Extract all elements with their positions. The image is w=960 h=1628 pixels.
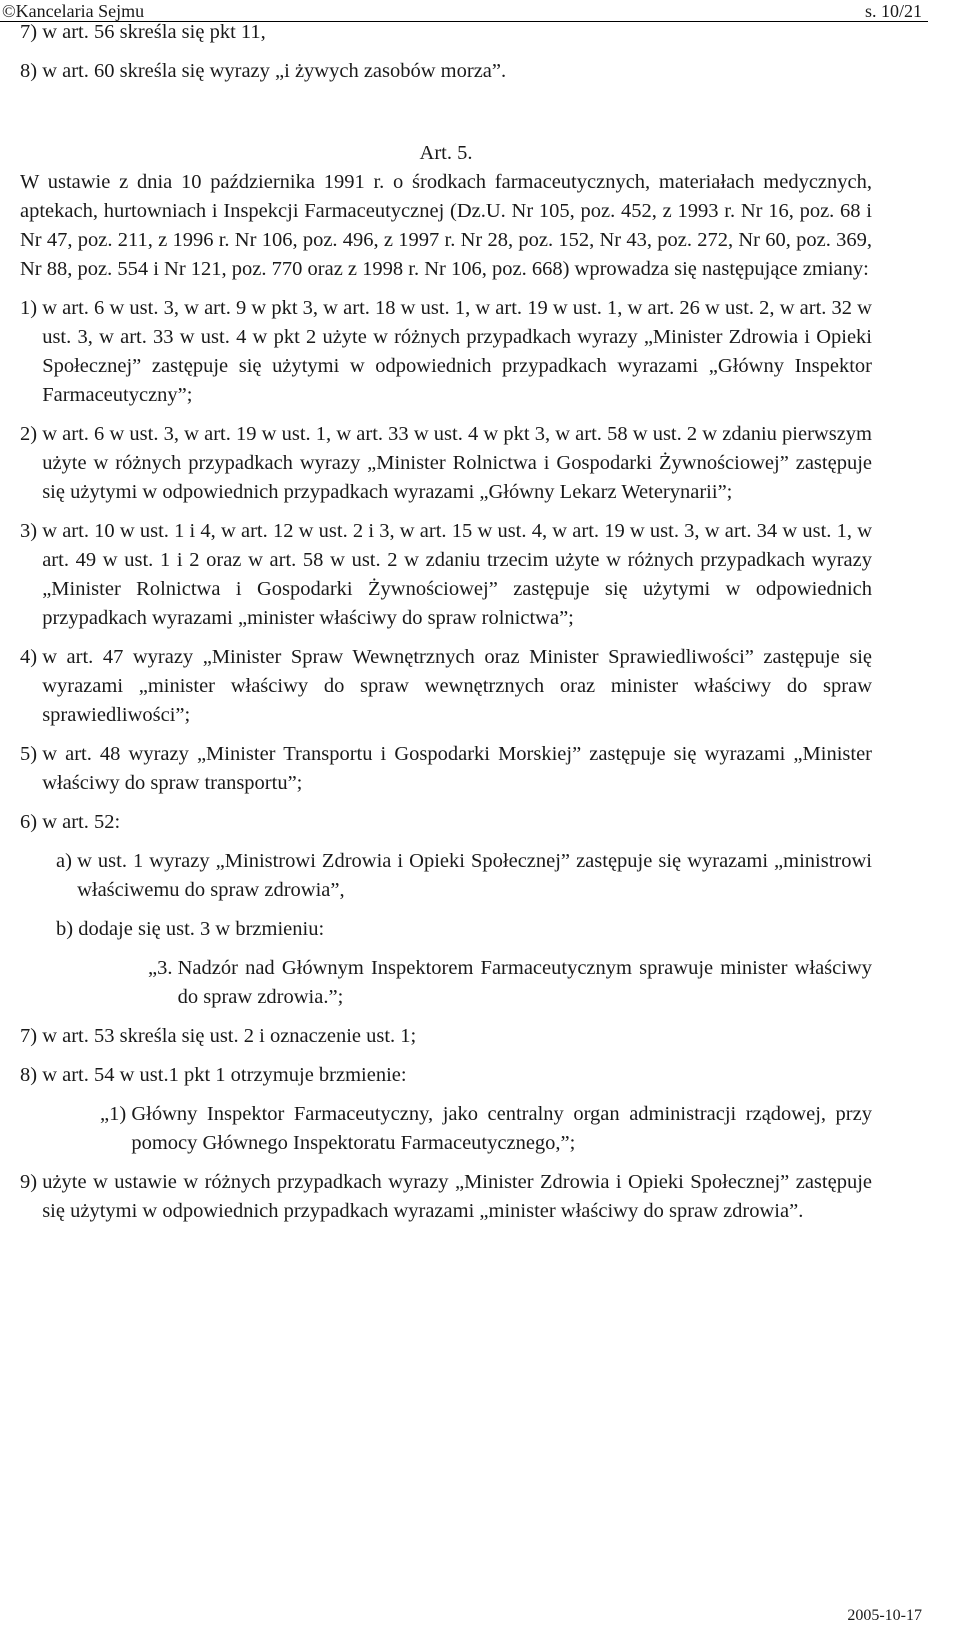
- article-title: Art. 5.: [419, 142, 473, 164]
- item-text: w art. 6 w ust. 3, w art. 19 w ust. 1, w art. 33 w ust. 4 w pkt 3, w art. 58 w ust. 2 w zdaniu pierwszym użyte w różnych przypadkach wyrazy „Minister Rolnictwa i Gospodarki Żywnościowej” zastępuje się użytymi w odpowiednich przypadkach wyrazami „Główny Lekarz Weterynarii”;: [42, 423, 872, 503]
- footer-date: 2005-10-17: [847, 1607, 922, 1624]
- item-number: 5): [20, 743, 43, 765]
- item-number: 2): [20, 423, 43, 445]
- sub-item: [56, 847, 872, 905]
- item-number: 6): [20, 811, 43, 833]
- list-item: [20, 740, 872, 798]
- article-intro: W ustawie z dnia 10 października 1991 r. o środkach farmaceutycznych, materiałach medycznych, aptekach, hurtowniach i Inspekcji Farmaceutycznej (Dz.U. Nr 105, poz. 452, z 1993 r. Nr 16, poz. 68 i Nr 47, poz. 211, z 1996 r. Nr 106, poz. 496, z 1997 r. Nr 28, poz. 152, Nr 43, poz. 272, Nr 60, poz. 369, Nr 88, poz. 554 i Nr 121, poz. 770 oraz z 1998 r. Nr 106, poz. 668) wprowadza się następujące zmiany:: [20, 171, 872, 280]
- sub-item-letter: a): [56, 850, 78, 872]
- list-item: [20, 808, 872, 837]
- quoted-text: Nadzór nad Głównym Inspektorem Farmaceutycznym sprawuje minister właściwy do spraw zdrowia.”;: [177, 957, 872, 1008]
- header-source: ©Kancelaria Sejmu: [2, 1, 145, 21]
- quoted-provision: [148, 954, 872, 1012]
- list-item: [20, 517, 872, 633]
- item-text: użyte w ustawie w różnych przypadkach wyrazy „Minister Zdrowia i Opieki Społecznej” zastępuje się użytymi w odpowiednich przypadkach wyrazami „minister właściwy do spraw zdrowia”.: [42, 1171, 872, 1222]
- list-item: [20, 643, 872, 730]
- item-text: w art. 54 w ust.1 pkt 1 otrzymuje brzmienie:: [42, 1064, 407, 1086]
- quoted-number: „1): [100, 1103, 132, 1125]
- sub-item: [56, 915, 872, 944]
- list-item: [20, 294, 872, 410]
- item-text: w art. 48 wyrazy „Minister Transportu i Gospodarki Morskiej” zastępuje się wyrazami „Minister właściwy do spraw transportu”;: [42, 743, 872, 794]
- item-number: 9): [20, 1171, 43, 1193]
- item-text: w art. 6 w ust. 3, w art. 9 w pkt 3, w art. 18 w ust. 1, w art. 19 w ust. 1, w art. 26 w ust. 2, w art. 32 w ust. 3, w art. 33 w ust. 4 w pkt 2 użyte w różnych przypadkach wyrazy „Minister Zdrowia i Opieki Społecznej” zastępuje się użytymi w odpowiednich przypadkach wyrazami „Główny Inspektor Farmaceutyczny”;: [42, 297, 872, 406]
- list-item: [20, 1061, 872, 1090]
- list-item: [20, 1168, 872, 1226]
- item-number: 7): [20, 1025, 43, 1047]
- item-text: w art. 52:: [42, 811, 121, 833]
- item-number: 1): [20, 297, 43, 319]
- list-item: [20, 57, 872, 86]
- document-body: [20, 18, 872, 1226]
- sub-item-text: w ust. 1 wyrazy „Ministrowi Zdrowia i Opieki Społecznej” zastępuje się wyrazami „ministrowi właściwemu do spraw zdrowia”,: [77, 850, 872, 901]
- list-item: [20, 1022, 872, 1051]
- item-number: 4): [20, 646, 43, 668]
- item-text: w art. 60 skreśla się wyrazy „i żywych zasobów morza”.: [42, 60, 507, 82]
- list-item: [20, 18, 872, 47]
- item-text: w art. 56 skreśla się pkt 11,: [42, 21, 266, 43]
- quoted-number: „3.: [148, 957, 178, 979]
- item-number: 8): [20, 60, 43, 82]
- item-number: 8): [20, 1064, 43, 1086]
- item-text: w art. 10 w ust. 1 i 4, w art. 12 w ust. 2 i 3, w art. 15 w ust. 4, w art. 19 w ust. 3, w art. 34 w ust. 1, w art. 49 w ust. 1 i 2 oraz w art. 58 w ust. 2 w zdaniu trzecim użyte w różnych przypadkach wyrazy „Minister Rolnictwa i Gospodarki Żywnościowej” zastępuje się użytymi w odpowiednich przypadkach wyrazami „minister właściwy do spraw rolnictwa”;: [42, 520, 872, 629]
- sub-item-text: dodaje się ust. 3 w brzmieniu:: [78, 918, 325, 940]
- list-item: [20, 420, 872, 507]
- sub-item-letter: b): [56, 918, 79, 940]
- item-text: w art. 53 skreśla się ust. 2 i oznaczenie ust. 1;: [42, 1025, 417, 1047]
- header-page-number: s. 10/21: [864, 1, 922, 21]
- quoted-text: Główny Inspektor Farmaceutyczny, jako centralny organ administracji rządowej, przy pomocy Głównego Inspektoratu Farmaceutycznego,”;: [131, 1103, 872, 1154]
- quoted-provision: [100, 1100, 872, 1158]
- item-number: 3): [20, 520, 43, 542]
- item-number: 7): [20, 21, 43, 43]
- item-text: w art. 47 wyrazy „Minister Spraw Wewnętrznych oraz Minister Sprawiedliwości” zastępuje się wyrazami „minister właściwy do spraw wewnętrznych oraz minister właściwy do spraw sprawiedliwości”;: [42, 646, 872, 726]
